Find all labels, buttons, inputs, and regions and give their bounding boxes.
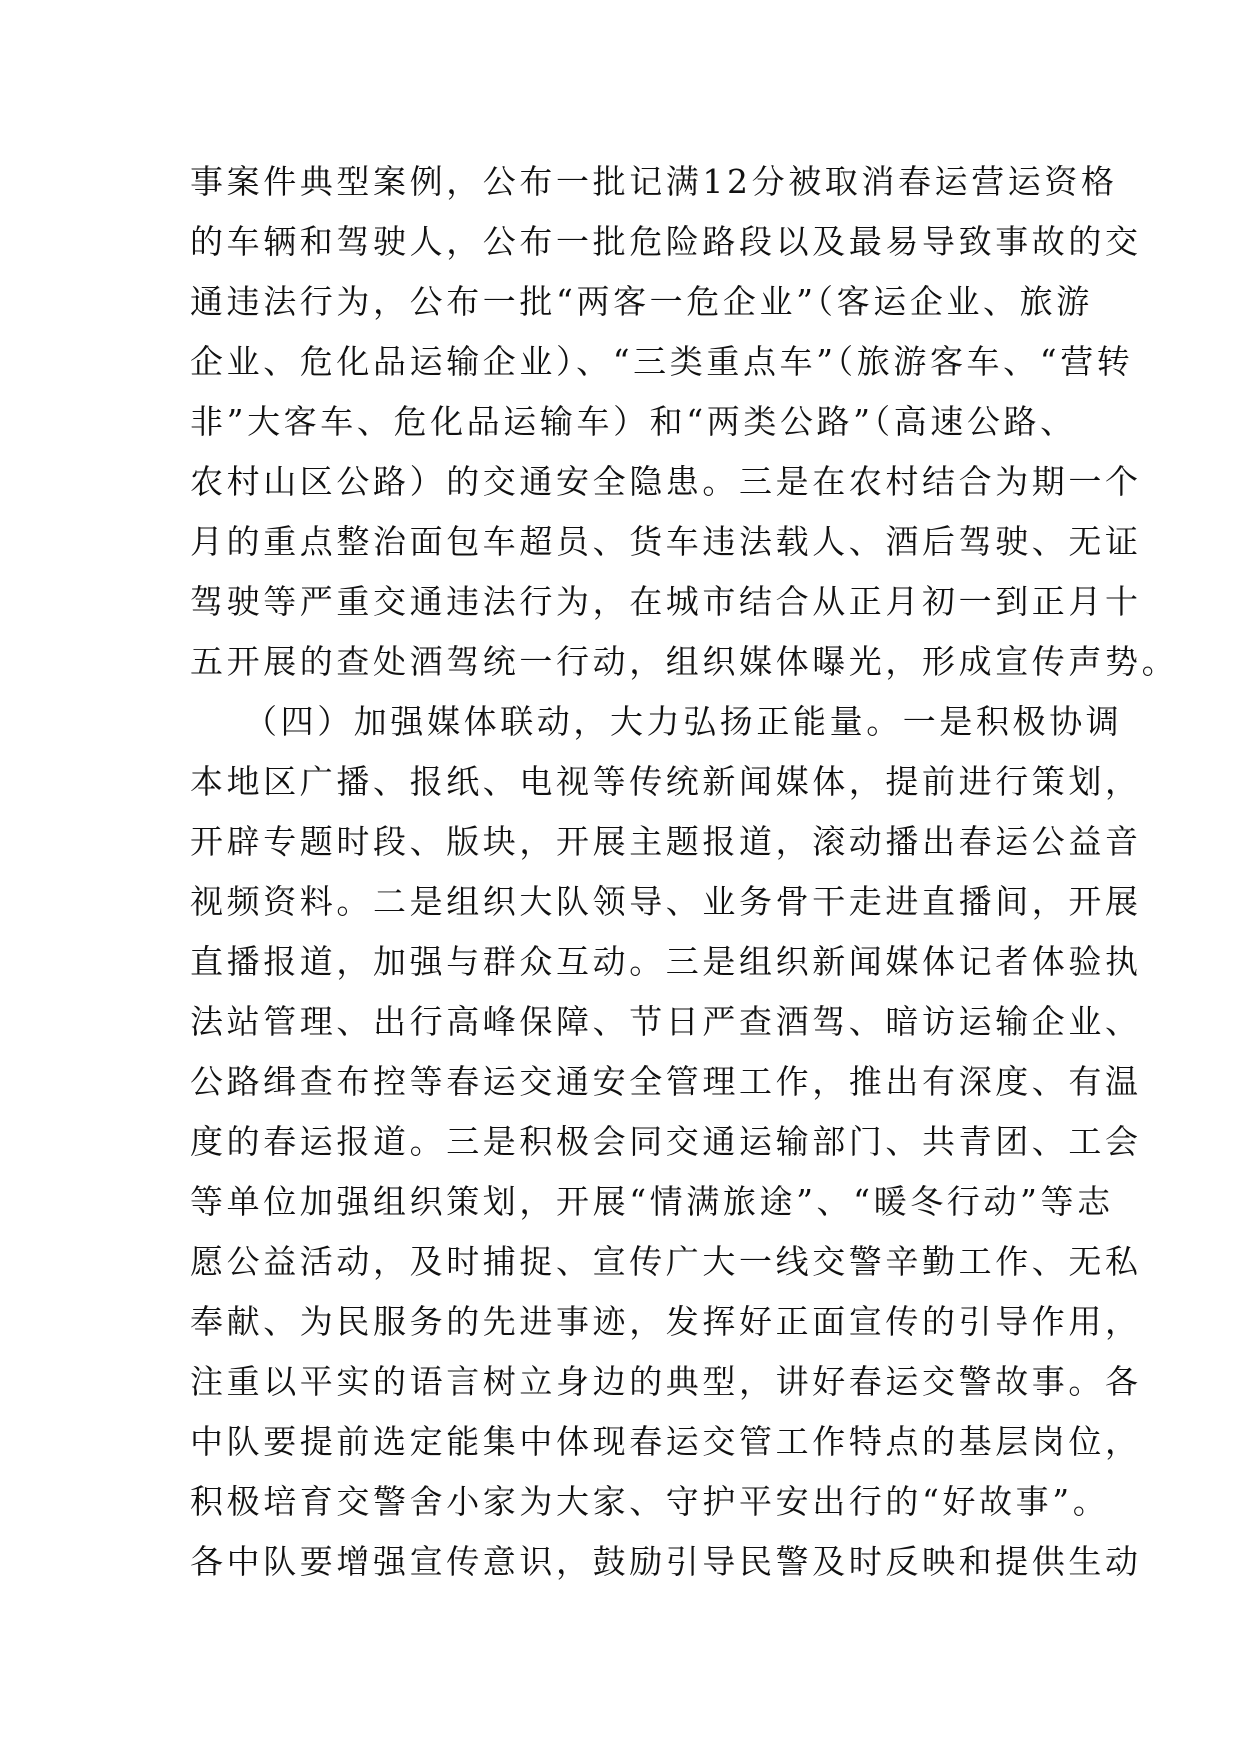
text-line: 开辟专题时段、版块，开展主题报道，滚动播出春运公益音	[190, 822, 1142, 861]
text-line: 月的重点整治面包车超员、货车违法载人、酒后驾驶、无证	[190, 522, 1142, 561]
text-line: 等单位加强组织策划，开展“情满旅途”、“暖冬行动”等志	[190, 1182, 1114, 1221]
text-line: 法站管理、出行高峰保障、节日严查酒驾、暗访运输企业、	[190, 1002, 1142, 1041]
body-text	[190, 152, 1179, 1592]
text-line: 事案件典型案例，公布一批记满12分被取消春运营运资格	[190, 162, 1118, 201]
text-line: 愿公益活动，及时捕捉、宣传广大一线交警辛勤工作、无私	[190, 1242, 1142, 1281]
text-line: 的车辆和驾驶人，公布一批危险路段以及最易导致事故的交	[190, 222, 1142, 261]
text-line: 本地区广播、报纸、电视等传统新闻媒体，提前进行策划，	[190, 762, 1142, 801]
text-line: 企业、危化品运输企业）、“三类重点车”（旅游客车、“营转	[190, 342, 1134, 381]
text-line: 注重以平实的语言树立身边的典型，讲好春运交警故事。各	[190, 1362, 1142, 1401]
text-line: 驾驶等严重交通违法行为，在城市结合从正月初一到正月十	[190, 582, 1142, 621]
text-line: 度的春运报道。三是积极会同交通运输部门、共青团、工会	[190, 1122, 1142, 1161]
text-line: 非”大客车、危化品运输车）和“两类公路”（高速公路、	[190, 402, 1077, 441]
text-line: 公路缉查布控等春运交通安全管理工作，推出有深度、有温	[190, 1062, 1142, 1101]
text-line: 积极培育交警舍小家为大家、守护平安出行的“好故事”。	[190, 1482, 1110, 1521]
text-line: 各中队要增强宣传意识，鼓励引导民警及时反映和提供生动	[190, 1542, 1142, 1581]
text-line: 直播报道，加强与群众互动。三是组织新闻媒体记者体验执	[190, 942, 1142, 981]
text-line: 视频资料。二是组织大队领导、业务骨干走进直播间，开展	[190, 882, 1142, 921]
text-line: 通违法行为，公布一批“两客一危企业”（客运企业、旅游	[190, 282, 1093, 321]
section-heading-line: （四）加强媒体联动，大力弘扬正能量。一是积极协调	[244, 702, 1123, 741]
text-line: 奉献、为民服务的先进事迹，发挥好正面宣传的引导作用，	[190, 1302, 1142, 1341]
text-line: 中队要提前选定能集中体现春运交管工作特点的基层岗位，	[190, 1422, 1142, 1461]
text-line: 农村山区公路）的交通安全隐患。三是在农村结合为期一个	[190, 462, 1142, 501]
text-line: 五开展的查处酒驾统一行动，组织媒体曝光，形成宣传声势。	[190, 642, 1179, 681]
